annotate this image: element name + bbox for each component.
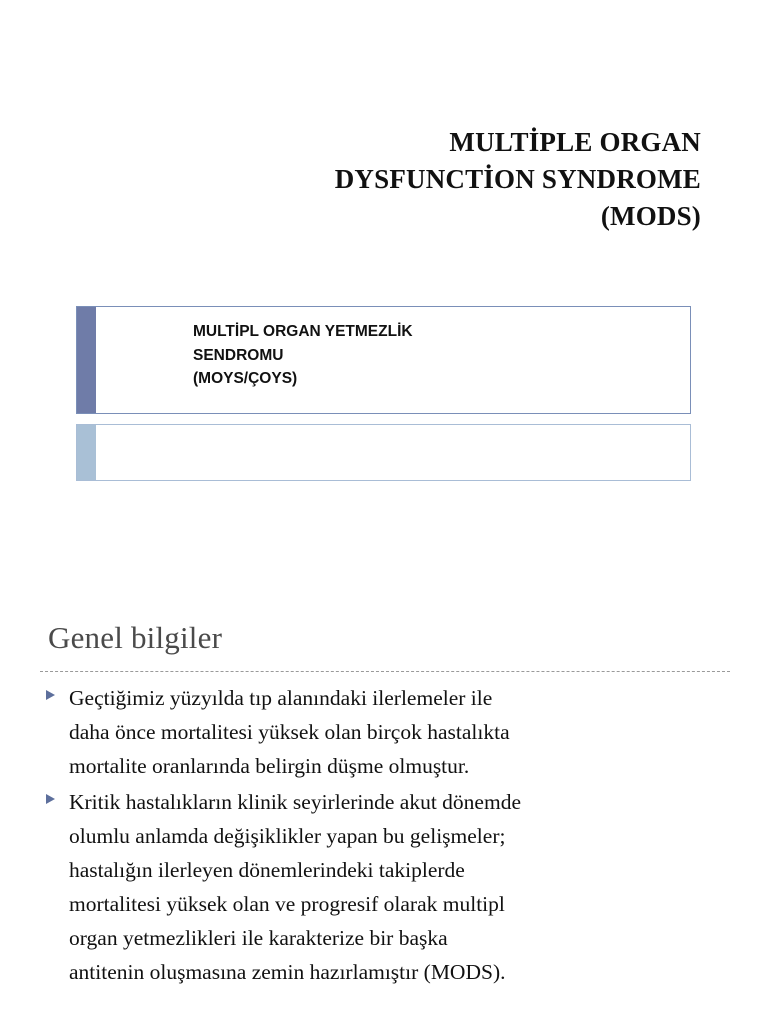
bullet-line: antitenin oluşmasına zemin hazırlamıştır (MODS). (69, 960, 506, 984)
subtitle-line: SENDROMU (193, 346, 284, 364)
bullet-line: Kritik hastalıkların klinik seyirlerinde akut dönemde (69, 790, 521, 814)
slide-title (335, 124, 701, 235)
section-heading: Genel bilgiler (48, 620, 223, 655)
subtitle-line: (MOYS/ÇOYS) (193, 370, 298, 387)
bullet-line: hastalığın ilerleyen dönemlerindeki takiplerde (69, 858, 465, 882)
triangle-bullet-icon (46, 690, 55, 700)
bullet-line: organ yetmezlikleri ile karakterize bir başka (69, 926, 448, 950)
bullet-line: Geçtiğimiz yüzyılda tıp alanındaki ilerlemeler ile (69, 686, 493, 710)
bullet-item (45, 785, 685, 989)
bullet-line: daha önce mortalitesi yüksek olan birçok hastalıkta (69, 720, 510, 744)
accent-bar (77, 307, 96, 413)
empty-box (76, 424, 691, 481)
title-line: DYSFUNCTİON SYNDROME (334, 164, 701, 194)
bullet-item (45, 681, 685, 783)
bullet-line: mortalite oranlarında belirgin düşme olmuştur. (69, 754, 470, 778)
accent-bar (77, 425, 96, 480)
bullet-line: mortalitesi yüksek olan ve progresif olarak multipl (69, 892, 505, 916)
title-line: MULTİPLE ORGAN (449, 127, 701, 157)
heading-divider (40, 671, 730, 672)
bullet-line: olumlu anlamda değişiklikler yapan bu gelişmeler; (69, 824, 506, 848)
subtitle-line: MULTİPL ORGAN YETMEZLİK (193, 323, 413, 340)
subtitle-text (193, 320, 413, 391)
bullet-list (45, 681, 685, 991)
triangle-bullet-icon (46, 794, 55, 804)
subtitle-box (76, 306, 691, 414)
title-line: (MODS) (600, 201, 701, 231)
